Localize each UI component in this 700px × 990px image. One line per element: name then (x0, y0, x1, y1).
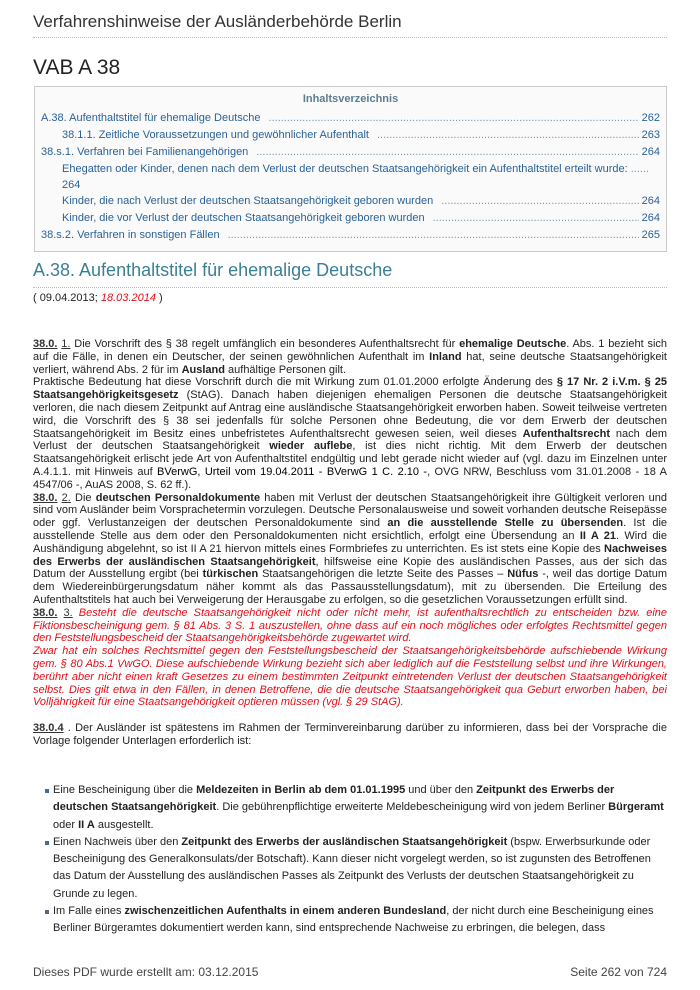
text: Staatsangehörigen die letzte Seite des Passes – (258, 568, 508, 581)
text: nach dem Verlust der deutschen Staatsangehörigkeit (33, 427, 667, 453)
text-bold: § 17 Nr. 2 i.V.m. § 25 Staatsangehörigkeitsgesetz (33, 376, 667, 402)
toc-leader (441, 193, 638, 210)
toc-item-label[interactable]: Ehegatten oder Kinder, denen nach dem Verlust der deutschen Staatsangehörigkeit ein Aufenthaltstitel erteilt wurde: (62, 163, 628, 175)
revision-dates (33, 292, 163, 304)
bullet-icon (45, 789, 49, 793)
toc-leader: ...... (630, 163, 650, 175)
toc-title: Inhaltsverzeichnis (302, 93, 399, 105)
paragraph-38-0-4 (33, 722, 667, 748)
text-bold: Nachweises des Erwerbs der ausländischen Staatsangehörigkeit (33, 542, 667, 568)
text: , ist dies nicht richtig. Mit dem Erwerb der deutschen Staatsangehörigkeit erlischt jede Art von Aufenthaltstitel endgültig und lebt gerade nicht wieder auf (vgl. dazu im Einzelnen unter A.4.1.1. mit Hinweis auf (33, 440, 668, 478)
text: Die Vorschrift des § 38 regelt umfänglich ein besonderes Aufenthaltsrecht für (70, 338, 460, 350)
toc-item-label[interactable]: Kinder, die nach Verlust der deutschen Staatsangehörigkeit geboren wurden (62, 195, 434, 207)
text-amended: Besteht die deutsche Staatsangehörigkeit nicht oder nicht mehr, ist aufenthaltsrechtlich zu entscheiden bzw. eine Fiktionsbescheinigung gem. § 81 Abs. 3 S. 1 auszustellen, ohne dass auf ein noch mögliches oder erfolgtes Rechtsmittel gegen den Feststellungsbescheid der Staatsangehörigkeitsbehörde zugewartet wird. (33, 606, 668, 645)
footer-page-number: Seite 262 von 724 (570, 965, 667, 979)
text: . Wird die Aushändigung abgelehnt, so ist II A 21 hiervon mittels eines Formbriefes zu unterrichten. Es ist stets eine Kopie des (33, 529, 667, 555)
toc-item-label[interactable]: A.38. Aufenthaltstitel für ehemalige Deutsche (41, 112, 261, 124)
requirements-list (33, 782, 667, 938)
text-bold: Zeitpunkt des Erwerbs der ausländischen Staatsangehörigkeit (181, 835, 508, 848)
text-bold: Nüfus (507, 568, 539, 581)
text: . Der Ausländer ist spätestens im Rahmen der Terminvereinbarung darüber zu informieren, dass bei der Vorsprache die Vorlage folgender Unterlagen erforderlich ist: (33, 722, 667, 747)
date-open: ( 09.04.2013; (33, 292, 101, 304)
text: aufhältige Personen gilt. (224, 363, 347, 376)
toc-item-label[interactable]: Kinder, die vor Verlust der deutschen Staatsangehörigkeit geboren wurden (62, 212, 425, 224)
text: . Die gebührenpflichtige erweiterte Meldebescheinigung wird von jedem Berliner (216, 801, 609, 814)
toc-item[interactable] (41, 110, 660, 127)
toc-leader (256, 144, 638, 161)
toc-leader (377, 127, 639, 144)
text-bold: Zeitpunkt des Erwerbs der deutschen Staatsangehörigkeit (53, 784, 615, 814)
paragraph-anchor[interactable]: 2. (61, 491, 71, 504)
text-bold: türkischen (202, 568, 259, 581)
text-bold: Bürgeramt (608, 801, 664, 814)
paragraph-38-0-1 (33, 338, 667, 492)
list-item (33, 782, 667, 834)
toc-item[interactable] (41, 210, 660, 227)
text: ausgestellt. (94, 818, 154, 831)
text-bold: Inland (429, 350, 462, 363)
text-bold: ehemalige Deutsche (459, 338, 567, 350)
text-bold: Aufenthaltsrecht (522, 427, 611, 440)
text: -, weil das dortige Datum dem Wiedereinbürgerungsdatum näher kommt als das Passausstellungsdatum), mit zu übersenden. Die Erteilung des Aufenthaltstitels hat auch bei Verweigerung der Herausgabe zu erfolgen, so die gesetzlichen Voraussetzungen erfüllt sind. (33, 568, 667, 606)
text: . Abs. 1 bezieht sich auf die Fälle, in denen ein Deutscher, der seinen gewöhnlichen Aufenthalt im (33, 338, 668, 363)
text: hat, seine deutsche Staatsangehörigkeit verliert, während Abs. 2 für im (33, 350, 667, 376)
footer-created-date: Dieses PDF wurde erstellt am: 03.12.2015 (33, 965, 259, 979)
text: , OVG NRW, Beschluss vom 31.01.2008 - 18 A 4547/06 -, AuAS 2008, S. 62 ff.). (33, 465, 668, 491)
document-title: VAB A 38 (33, 56, 121, 79)
text-bold: Meldezeiten in Berlin ab dem 01.01.1995 (196, 784, 406, 796)
toc-leader (228, 227, 639, 244)
table-of-contents (34, 86, 667, 252)
bullet-icon (45, 841, 49, 845)
paragraph-38-0-3 (33, 607, 667, 709)
toc-item-page[interactable]: 262 (641, 112, 660, 124)
paragraph-anchor[interactable]: 38.0. (33, 606, 58, 619)
text: Im Falle eines (53, 905, 125, 918)
bullet-icon (45, 910, 49, 914)
toc-item-label[interactable]: 38.s.2. Verfahren in sonstigen Fällen (41, 229, 220, 241)
text: Praktische Bedeutung hat diese Vorschrift durch die mit Wirkung zum 01.01.2000 erfolgte Änderung des (33, 376, 557, 389)
date-close: ) (155, 292, 163, 304)
court-citation-link[interactable]: BVerwG, Urteil vom 19.04.2011 - BVerwG 1 C. 2.10 - (157, 465, 428, 478)
toc-item-page[interactable]: 264 (641, 195, 660, 207)
list-item (33, 903, 667, 938)
paragraph-anchor[interactable]: 3. (63, 606, 73, 619)
text-bold: zwischenzeitlichen Aufenthalts in einem anderen Bundesland (124, 905, 447, 918)
text: (StAG). Danach haben diejenigen ehemaligen Personen die deutsche Staatsangehörigkeit verloren, die nach diesem Zeitpunkt auf Antrag eine ausländische Staatsangehörigkeit erworben haben. Soweit teilweise vertreten wird, die Vorschrift des § 38 sei jedenfalls für solche Personen ohne Bedeutung, die vor dem Erwerb der deutschen Staatsangehörigkeit im Besitz eines unbefristetes Aufenthaltsrecht gewesen seien, weil dieses (33, 389, 667, 440)
text: . Ist die ausstellende Stelle aus dem oder den Personaldokumenten nicht ersichtlich, erfolgt eine Übersendung an (33, 517, 668, 542)
text-amended: Zwar hat ein solches Rechtsmittel gegen den Feststellungsbescheid der Staatsangehörigkeitsbehörde aufschiebende Wirkung gem. § 80 Abs.1 VwGO. Diese aufschiebende Wirkung bezieht sich aber lediglich auf die Feststellung selbst und ihre Wirkungen, berührt aber nicht einen kraft Gesetzes zu einem bestimmten Zeitpunkt eintretenden Verlust der deutschen Staatsangehörigkeit selbst. Dies gilt etwa in den Fällen, in denen Betroffene, die die deutsche Staatsangehörigkeit qua Geburt erworben haben, bei Volljährigkeit für eine Staatsangehörigkeit optieren müssen (vgl. § 29 StAG). (33, 645, 667, 709)
text-bold: deutschen Personaldokumente (95, 491, 261, 504)
text-bold: II A (78, 818, 95, 831)
toc-item[interactable] (41, 227, 660, 244)
toc-item-page[interactable]: 264 (641, 146, 660, 158)
paragraph-38-0-2 (33, 492, 667, 607)
list-item (33, 834, 667, 903)
body-text (33, 338, 667, 748)
text-bold: wieder auflebe (269, 440, 353, 453)
toc-item-label[interactable]: 38.s.1. Verfahren bei Familienangehörigen (41, 146, 249, 158)
text: , hilfsweise eine Kopie des ausländischen Passes, aus der sich das Datum der Ausstellung ergibt (bei (33, 555, 667, 581)
toc-item[interactable] (41, 193, 660, 210)
toc-item[interactable] (41, 161, 660, 193)
toc-item-page[interactable]: 263 (641, 129, 660, 141)
section-heading: A.38. Aufenthaltstitel für ehemalige Deutsche (33, 260, 667, 288)
text-bold: II A 21 (579, 529, 616, 542)
text-bold: Ausland (181, 363, 225, 376)
toc-leader (433, 210, 639, 227)
toc-item-page[interactable]: 264 (62, 179, 81, 191)
text: Eine Bescheinigung über die (53, 784, 197, 796)
text: oder (53, 818, 79, 831)
paragraph-anchor[interactable]: 1. (61, 338, 71, 350)
text: und über den (405, 784, 477, 796)
text: Einen Nachweis über den (53, 835, 182, 848)
site-header: Verfahrenshinweise der Ausländerbehörde Berlin (33, 12, 667, 38)
date-revised: 18.03.2014 (100, 292, 156, 304)
text: , der nicht durch eine Bescheinigung eines Berliner Bürgeramtes dokumentiert werden kann, sind entsprechende Nachweise zu erbringen, die belegen, dass (53, 905, 654, 935)
text-bold: an die ausstellende Stelle zu übersenden (387, 517, 624, 530)
toc-leader (269, 110, 639, 127)
text: (bspw. Erwerbsurkunde oder Bescheinigung des Generalkonsulats/der Botschaft). Kann dieser nicht vorgelegt werden, so ist zugunsten des Betroffenen das Datum der Ausstellung des ausländischen Passes als Zeitpunkt des Verlusts der deutschen Staatsangehörigkeit zu Grunde zu legen. (53, 835, 651, 900)
text: haben mit Verlust der deutschen Staatsangehörigkeit ihre Gültigkeit verloren und sind vom Ausländer beim Vorsprachetermin vorzulegen. Deutsche Personalausweise und soweit vorhanden deutsche Reisepässe oder ggf. Verlustanzeigen der deutschen Personaldokumente sind (33, 491, 667, 530)
paragraph-anchor[interactable]: 38.0. (33, 338, 58, 350)
paragraph-anchor[interactable]: 38.0.4 (33, 722, 64, 735)
toc-item[interactable] (41, 127, 660, 144)
toc-item-label[interactable]: 38.1.1. Zeitliche Voraussetzungen und gewöhnlicher Aufenthalt (62, 129, 369, 141)
text: Die (70, 491, 96, 504)
toc-item[interactable] (41, 144, 660, 161)
paragraph-anchor[interactable]: 38.0. (33, 491, 58, 504)
toc-item-page[interactable]: 264 (641, 212, 660, 224)
toc-item-page[interactable]: 265 (641, 229, 660, 241)
